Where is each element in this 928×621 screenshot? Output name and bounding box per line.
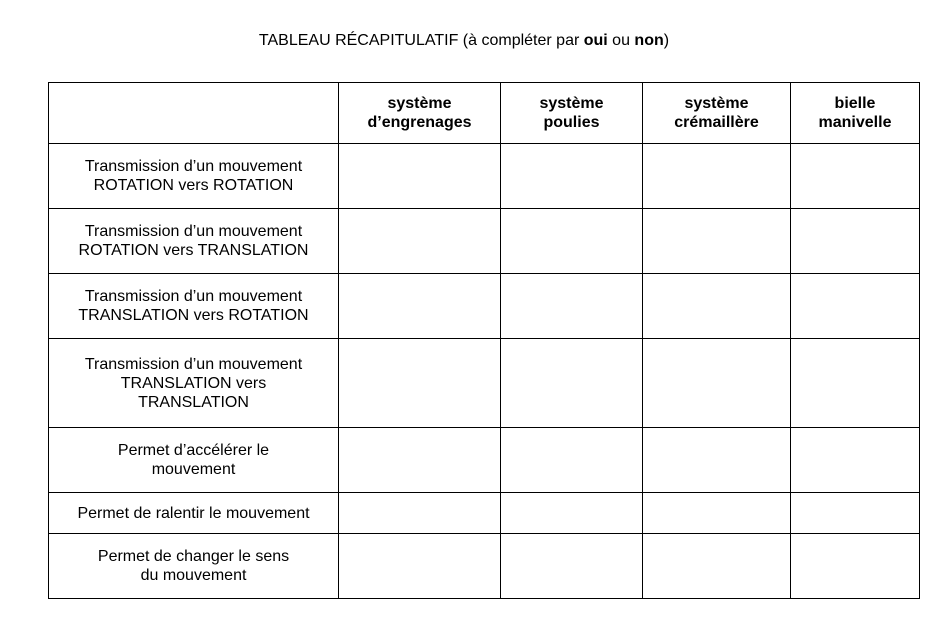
row-label: [49, 144, 339, 209]
answer-cell[interactable]: [791, 428, 920, 493]
table-row: [49, 493, 920, 534]
row-label: [49, 428, 339, 493]
answer-cell[interactable]: [643, 534, 791, 599]
answer-cell[interactable]: [643, 493, 791, 534]
answer-cell[interactable]: [501, 209, 643, 274]
answer-cell[interactable]: [791, 339, 920, 428]
row-label-line: Transmission d’un mouvement: [84, 355, 303, 373]
column-header-engrenages: [339, 83, 501, 144]
table-row: [49, 534, 920, 599]
answer-cell[interactable]: [791, 534, 920, 599]
row-label: [49, 493, 339, 534]
answer-cell[interactable]: [791, 274, 920, 339]
title-prefix: TABLEAU RÉCAPITULATIF (à compléter par: [258, 32, 584, 49]
answer-cell[interactable]: [643, 428, 791, 493]
answer-cell[interactable]: [643, 209, 791, 274]
answer-cell[interactable]: [339, 209, 501, 274]
row-label-line: Transmission d’un mouvement: [84, 223, 303, 240]
answer-cell[interactable]: [643, 339, 791, 428]
row-label-line: ROTATION vers TRANSLATION: [78, 242, 309, 259]
row-label: [49, 534, 339, 599]
table-row: [49, 209, 920, 274]
row-label-line: mouvement: [151, 461, 236, 478]
table-row: [49, 274, 920, 339]
row-label-line: du mouvement: [140, 567, 247, 584]
answer-cell[interactable]: [791, 209, 920, 274]
row-label-line: Transmission d’un mouvement: [84, 288, 303, 305]
row-label-line: Permet d’accélérer le: [117, 442, 270, 459]
page-title: [0, 31, 928, 51]
row-label-line: TRANSLATION vers ROTATION: [78, 307, 309, 324]
title-suffix: ): [663, 32, 670, 49]
answer-cell[interactable]: [501, 274, 643, 339]
table-row: [49, 428, 920, 493]
column-header-poulies: [501, 83, 643, 144]
answer-cell[interactable]: [339, 428, 501, 493]
corner-cell: [49, 83, 339, 144]
column-header-bielle-manivelle: [791, 83, 920, 144]
row-label: [49, 274, 339, 339]
answer-cell[interactable]: [339, 274, 501, 339]
answer-cell[interactable]: [501, 144, 643, 209]
answer-cell[interactable]: [791, 144, 920, 209]
row-label-line: ROTATION vers ROTATION: [93, 177, 294, 194]
column-header-line: manivelle: [818, 114, 892, 131]
title-no: non: [634, 32, 664, 49]
answer-cell[interactable]: [501, 339, 643, 428]
row-label: [49, 209, 339, 274]
column-header-line: système: [539, 95, 604, 112]
column-header-line: système: [684, 95, 749, 112]
answer-cell[interactable]: [501, 493, 643, 534]
column-header-line: système: [387, 95, 452, 112]
row-label: [49, 339, 339, 428]
title-yes: oui: [583, 32, 608, 49]
answer-cell[interactable]: [339, 144, 501, 209]
answer-cell[interactable]: [643, 274, 791, 339]
column-header-line: bielle: [834, 95, 876, 112]
answer-cell[interactable]: [791, 493, 920, 534]
answer-cell[interactable]: [339, 339, 501, 428]
column-header-line: poulies: [543, 114, 600, 131]
header-row: [49, 83, 920, 144]
column-header-line: d’engrenages: [367, 114, 472, 131]
answer-cell[interactable]: [501, 428, 643, 493]
row-label-line: TRANSLATION: [138, 393, 249, 411]
table-row: [49, 144, 920, 209]
column-header-line: crémaillère: [674, 114, 759, 131]
row-label-line: Permet de ralentir le mouvement: [77, 504, 310, 522]
answer-cell[interactable]: [643, 144, 791, 209]
answer-cell[interactable]: [501, 534, 643, 599]
table-row: [49, 339, 920, 428]
row-label-line: Transmission d’un mouvement: [84, 158, 303, 175]
column-header-cremaillere: [643, 83, 791, 144]
summary-table: [48, 82, 920, 599]
title-middle: ou: [607, 32, 635, 49]
row-label-line: Permet de changer le sens: [97, 548, 290, 565]
answer-cell[interactable]: [339, 493, 501, 534]
row-label-line: TRANSLATION vers: [120, 374, 267, 392]
answer-cell[interactable]: [339, 534, 501, 599]
